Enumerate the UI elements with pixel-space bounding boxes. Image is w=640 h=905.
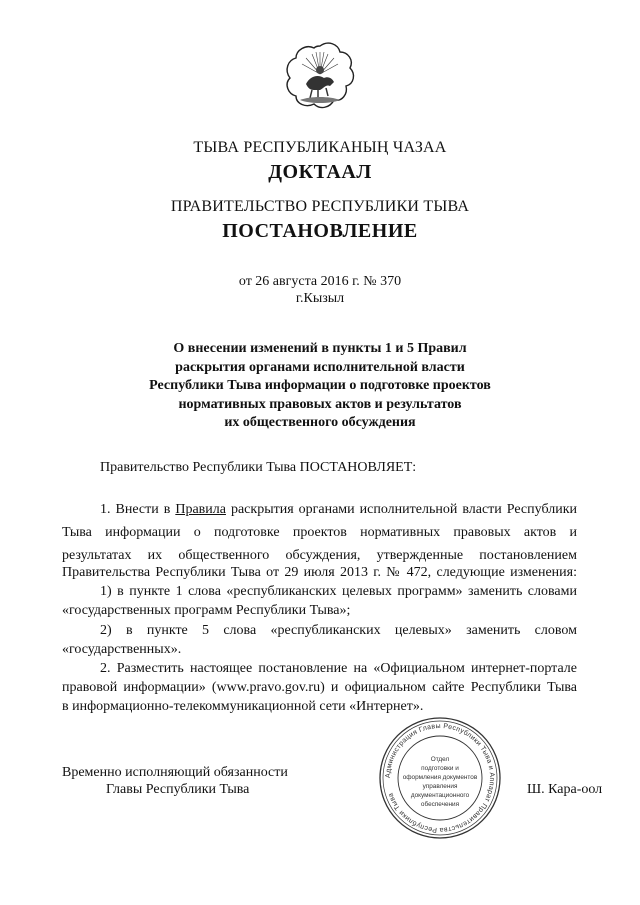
title-line: Республики Тыва информации о подготовке проектов (149, 378, 491, 393)
title-line: О внесении изменений в пункты 1 и 5 Правил (173, 341, 467, 356)
title-line: их общественного обсуждения (224, 415, 416, 430)
document-date-number: от 26 августа 2016 г. № 370 (238, 274, 402, 289)
paragraph-2-line: правовой информации» (www.pravo.gov.ru) и официальном сайте Республики Тыва (62, 680, 577, 695)
header-document-type: ПОСТАНОВЛЕНИЕ (222, 220, 418, 242)
signatory-position-line2: Главы Республики Тыва (106, 782, 250, 797)
paragraph-1-line: Тыва информации о подготовке проектов нормативных правовых актов и (62, 525, 577, 540)
p1-line1-rest: раскрытия органами исполнительной власти Республики (225, 502, 578, 517)
header-government-name: ПРАВИТЕЛЬСТВО РЕСПУБЛИКИ ТЫВА (170, 198, 470, 215)
stamp-inner-line: Отдел (430, 756, 450, 763)
paragraph-1-line (62, 500, 577, 519)
signatory-name: Ш. Кара-оол (527, 782, 603, 797)
subitem-2-line: 2) в пункте 5 слова «республиканских целевых» заменить словом (100, 623, 577, 638)
coat-of-arms-emblem (284, 40, 356, 120)
paragraph-2-line: 2. Разместить настоящее постановление на «Официальном интернет-портале (100, 661, 577, 676)
stamp-inner-line: управления (422, 783, 458, 790)
paragraph-1-line: Правительства Республики Тыва от 29 июля 2013 г. № 472, следующие изменения: (62, 565, 577, 580)
preamble: Правительство Республики Тыва ПОСТАНОВЛЯЕТ: (100, 460, 417, 475)
document-city: г.Кызыл (295, 291, 345, 306)
subitem-2-line: «государственных». (62, 642, 182, 657)
title-line: раскрытия органами исполнительной власти (175, 359, 465, 375)
paragraph-2-line: в информационно-телекоммуникационной сети «Интернет». (62, 699, 424, 714)
stamp-inner-line: подготовки и (421, 765, 459, 772)
stamp-ring-text: Администрация Главы Республики Тыва и Аппарат Правительства Республики Тыва (384, 722, 496, 834)
header-tuvan-government: ТЫВА РЕСПУБЛИКАНЫҢ ЧАЗАА (193, 139, 447, 156)
stamp-inner-line: оформления документов (402, 774, 478, 781)
header-doktaal: ДОКТААЛ (268, 161, 372, 183)
rules-link[interactable]: Правила (175, 502, 226, 517)
stamp-inner-line: документационного (410, 792, 470, 799)
p1-prefix: 1. Внести в (100, 502, 176, 517)
document-title (0, 340, 640, 433)
paragraph-1-line: результатах их общественного обсуждения, утвержденные постановлением (62, 548, 577, 563)
subitem-1-line: «государственных программ Республики Тыва»; (62, 603, 351, 618)
subitem-1-line: 1) в пункте 1 слова «республиканских целевых программ» заменить словами (100, 584, 577, 599)
official-stamp (378, 716, 502, 840)
signatory-position-line1: Временно исполняющий обязанности (62, 765, 288, 780)
title-line: нормативных правовых актов и результатов (178, 396, 462, 412)
stamp-inner-line: обеспечения (420, 801, 460, 808)
